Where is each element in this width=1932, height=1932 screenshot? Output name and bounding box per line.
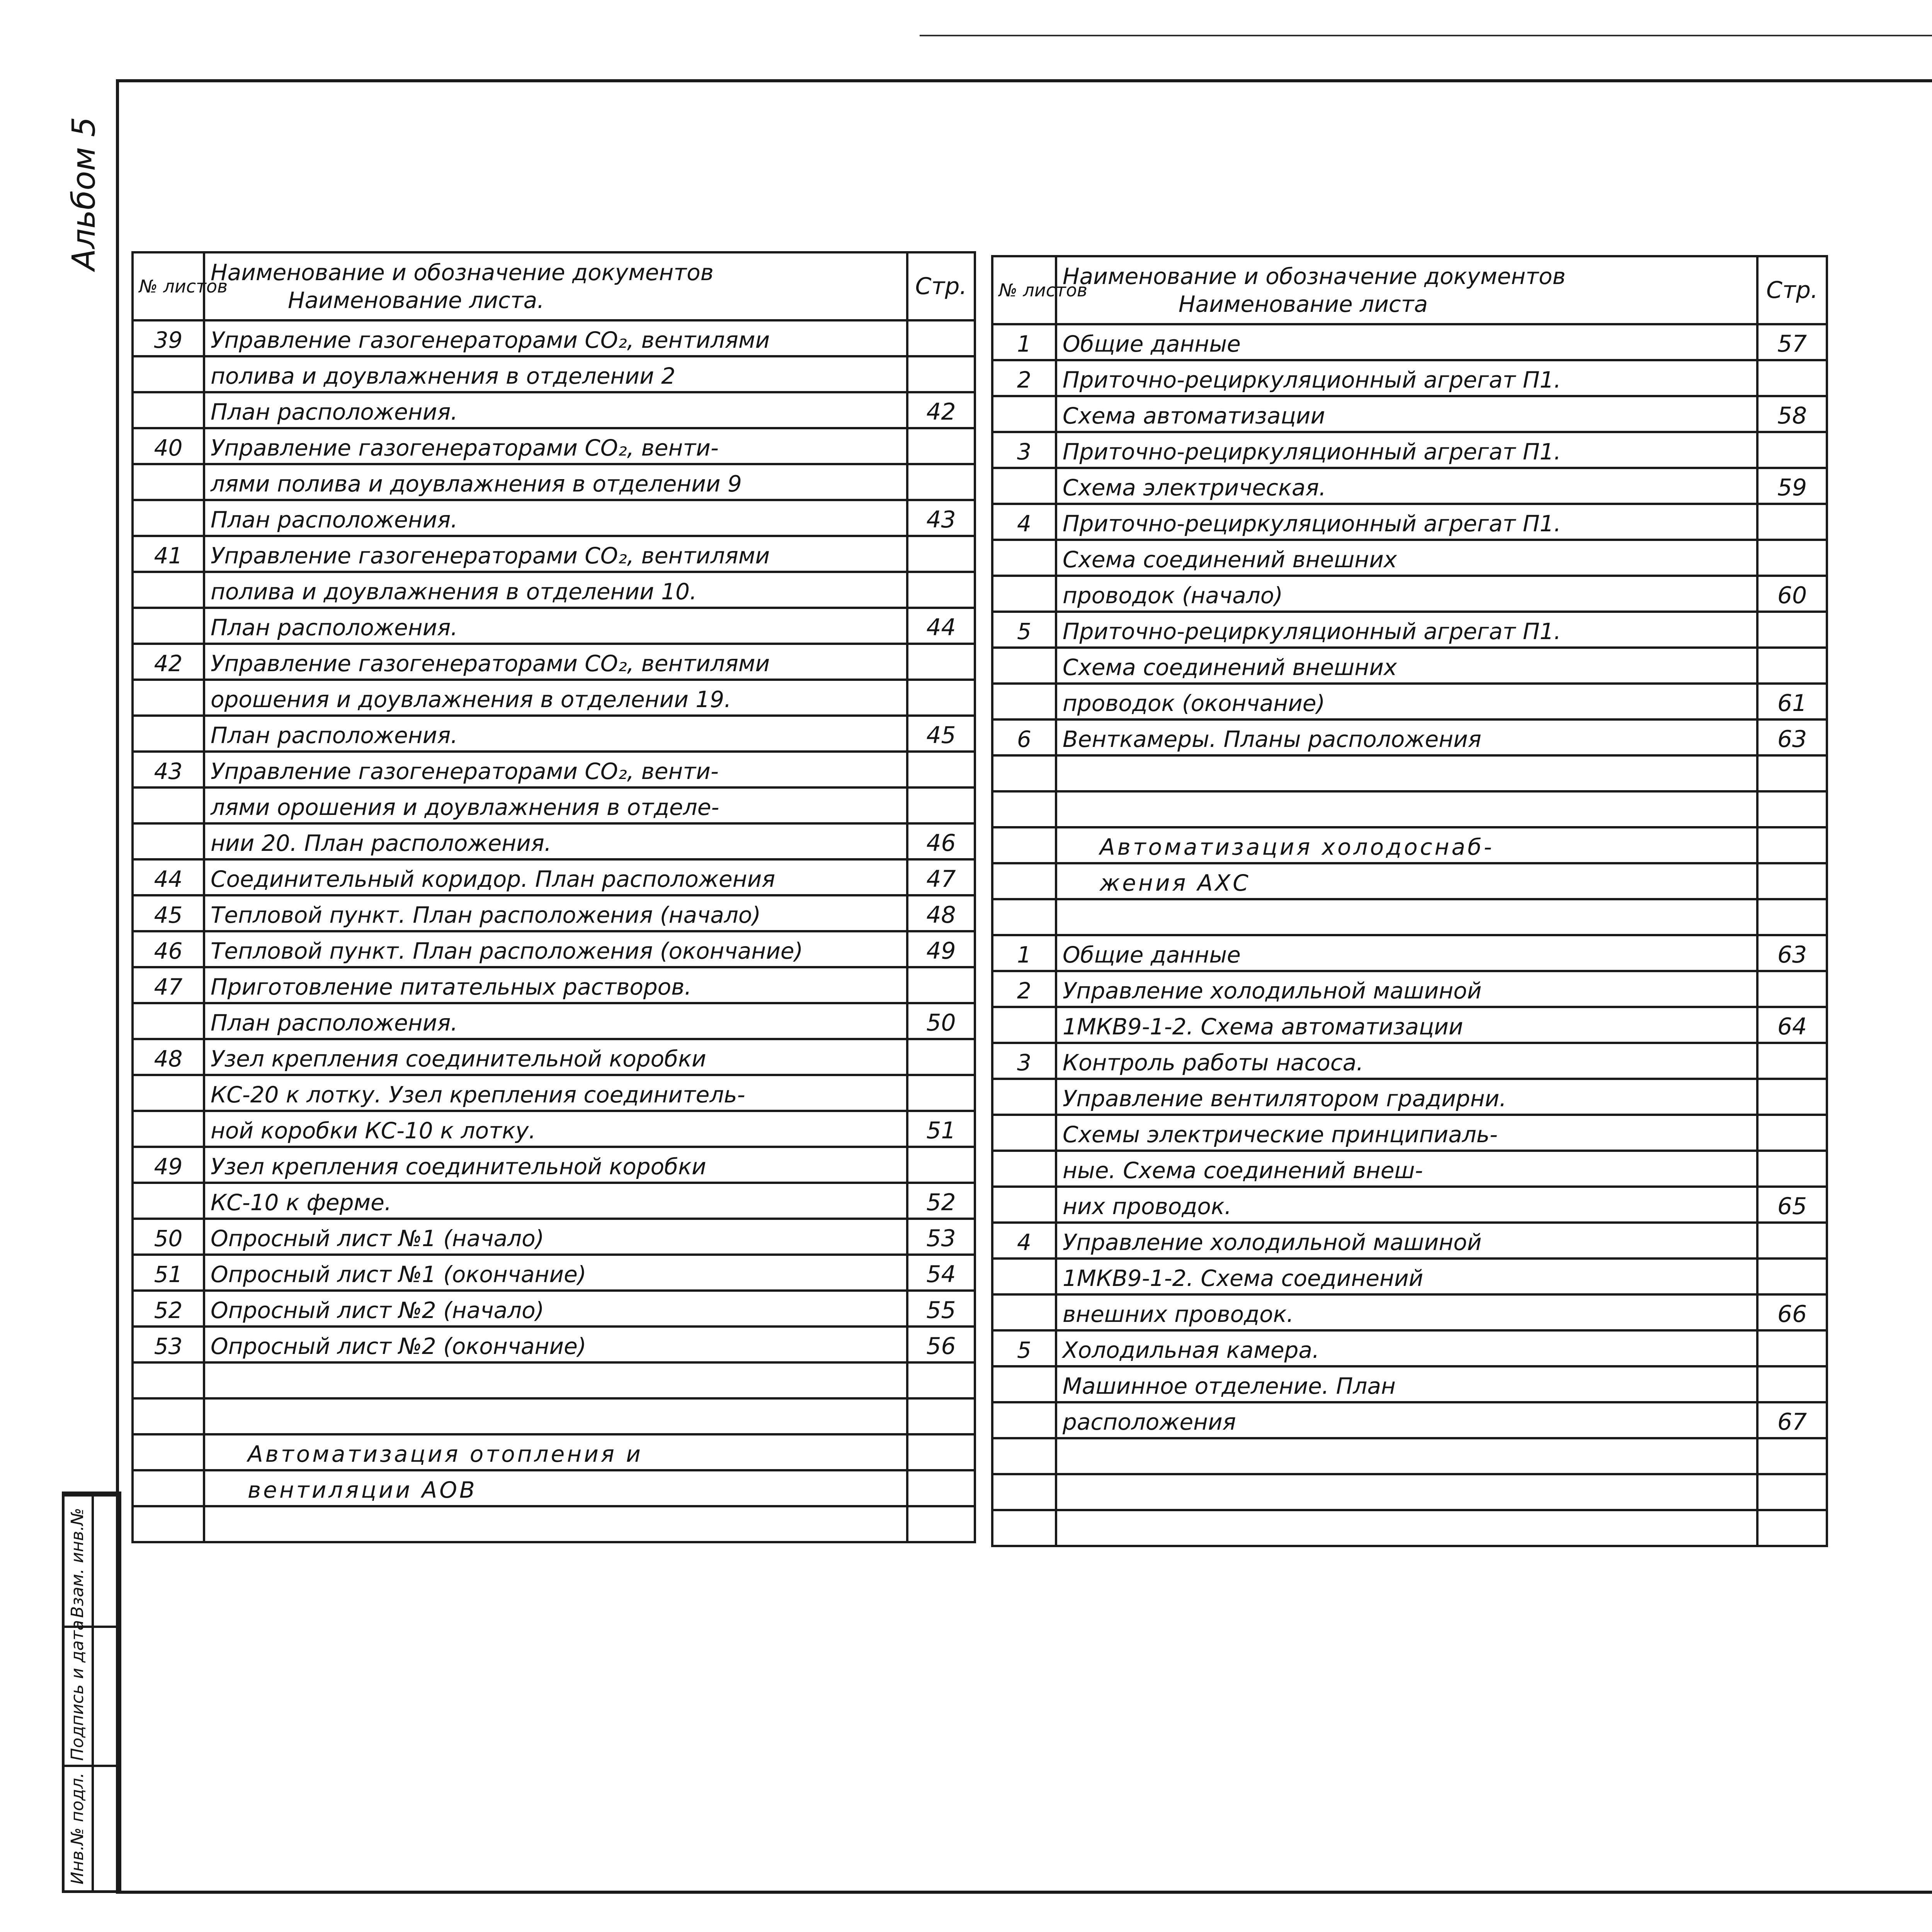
row-page (907, 680, 975, 716)
row-number: 53 (133, 1327, 204, 1362)
row-page: 67 (1757, 1402, 1827, 1438)
row-title: План расположения. (204, 500, 907, 536)
row-number: 51 (133, 1255, 204, 1291)
row-page (907, 536, 975, 572)
register-row (133, 392, 975, 428)
row-title: План расположения. (204, 392, 907, 428)
row-page (1757, 1151, 1827, 1187)
register-row (133, 572, 975, 608)
row-title (204, 1362, 907, 1398)
row-title: Приготовление питательных растворов. (204, 967, 907, 1003)
row-page (1757, 827, 1827, 863)
register-row (992, 1115, 1827, 1151)
row-title (204, 1506, 907, 1542)
register-row (992, 1043, 1827, 1079)
row-page (1757, 360, 1827, 396)
header-name (1056, 256, 1757, 324)
row-title: Управление вентилятором градирни. (1056, 1079, 1757, 1115)
register-row (133, 1219, 975, 1255)
side-stamp-column (62, 1492, 121, 1893)
register-row (133, 1075, 975, 1111)
album-caption: Альбом 5 (66, 117, 102, 270)
row-page: 54 (907, 1255, 975, 1291)
row-number: 5 (992, 612, 1056, 648)
row-page (1757, 1330, 1827, 1366)
row-page: 60 (1757, 576, 1827, 612)
row-title: жения АХС (1056, 863, 1757, 899)
row-number (992, 1259, 1056, 1294)
register-row (992, 935, 1827, 971)
row-page: 61 (1757, 684, 1827, 719)
row-title: КС-20 к лотку. Узел крепления соединитель- (204, 1075, 907, 1111)
row-number (992, 1438, 1056, 1474)
row-number (133, 1470, 204, 1506)
row-number: 43 (133, 752, 204, 787)
register-row (992, 1007, 1827, 1043)
row-page: 63 (1757, 719, 1827, 755)
register-row (133, 787, 975, 823)
row-number: 2 (992, 360, 1056, 396)
row-number (992, 1474, 1056, 1510)
row-title (204, 1398, 907, 1434)
register-table-right (991, 255, 1828, 1547)
row-page (1757, 1438, 1827, 1474)
row-title: Управление холодильной машиной (1056, 1223, 1757, 1259)
row-number (992, 899, 1056, 935)
row-title: Схема электрическая. (1056, 468, 1757, 504)
register-row (133, 464, 975, 500)
row-title: Управление газогенераторами CO₂, венти- (204, 752, 907, 787)
register-row (992, 1330, 1827, 1366)
register-row (992, 863, 1827, 899)
register-row (992, 432, 1827, 468)
row-title: Общие данные (1056, 935, 1757, 971)
register-row (133, 1255, 975, 1291)
row-number (992, 576, 1056, 612)
row-title: лями орошения и доувлажнения в отделе- (204, 787, 907, 823)
register-row (992, 971, 1827, 1007)
register-row (992, 360, 1827, 396)
row-page (907, 787, 975, 823)
row-number (133, 392, 204, 428)
row-page (907, 428, 975, 464)
row-page: 63 (1757, 935, 1827, 971)
register-row (992, 576, 1827, 612)
row-number (133, 572, 204, 608)
register-row (992, 504, 1827, 540)
register-row (133, 967, 975, 1003)
row-title (1056, 899, 1757, 935)
row-page: 51 (907, 1111, 975, 1147)
row-page: 53 (907, 1219, 975, 1255)
row-page: 64 (1757, 1007, 1827, 1043)
row-number (992, 827, 1056, 863)
row-page (907, 967, 975, 1003)
header-name-line2: Наименование листа. (288, 287, 544, 313)
register-row (133, 1434, 975, 1470)
row-page (1757, 1259, 1827, 1294)
register-row (992, 1079, 1827, 1115)
header-page: Стр. (907, 252, 975, 320)
row-title: План расположения. (204, 1003, 907, 1039)
register-row (992, 1294, 1827, 1330)
row-number (133, 1111, 204, 1147)
row-number (992, 1294, 1056, 1330)
row-page (1757, 1223, 1827, 1259)
row-page (1757, 863, 1827, 899)
register-row (992, 1259, 1827, 1294)
row-page (1757, 1043, 1827, 1079)
row-title: Опросный лист №1 (окончание) (204, 1255, 907, 1291)
row-page (907, 1398, 975, 1434)
header-name-line2: Наименование листа (1179, 291, 1428, 317)
row-page (907, 320, 975, 356)
header-num: № листов (133, 252, 204, 320)
row-page: 58 (1757, 396, 1827, 432)
row-number (133, 1003, 204, 1039)
stamp-label-inv-original: Инв.№ подл. (68, 1772, 87, 1884)
row-page (907, 1039, 975, 1075)
row-title: них проводок. (1056, 1187, 1757, 1223)
row-page: 47 (907, 859, 975, 895)
row-title: Соединительный коридор. План расположения (204, 859, 907, 895)
row-page: 55 (907, 1291, 975, 1327)
row-page (907, 464, 975, 500)
row-number (133, 1434, 204, 1470)
register-row (133, 1470, 975, 1506)
row-page: 45 (907, 716, 975, 752)
row-title: Управление газогенераторами CO₂, вентилями (204, 320, 907, 356)
row-title: Тепловой пункт. План расположения (окончание) (204, 931, 907, 967)
row-page: 44 (907, 608, 975, 644)
row-page: 65 (1757, 1187, 1827, 1223)
register-row (133, 1327, 975, 1362)
row-title: расположения (1056, 1402, 1757, 1438)
row-title: Опросный лист №2 (окончание) (204, 1327, 907, 1362)
row-page (1757, 612, 1827, 648)
row-title: Автоматизация холодоснаб- (1056, 827, 1757, 863)
register-row (992, 468, 1827, 504)
row-title: проводок (окончание) (1056, 684, 1757, 719)
row-number: 3 (992, 432, 1056, 468)
row-page: 48 (907, 895, 975, 931)
register-row (133, 716, 975, 752)
row-title: орошения и доувлажнения в отделении 19. (204, 680, 907, 716)
register-row (133, 680, 975, 716)
row-page (1757, 1510, 1827, 1546)
row-page (1757, 971, 1827, 1007)
row-number: 44 (133, 859, 204, 895)
register-row (992, 755, 1827, 791)
row-title: 1МКВ9-1-2. Схема соединений (1056, 1259, 1757, 1294)
row-title (1056, 1510, 1757, 1546)
row-number (992, 684, 1056, 719)
row-title: Контроль работы насоса. (1056, 1043, 1757, 1079)
row-page (907, 1362, 975, 1398)
register-row (133, 356, 975, 392)
row-number (992, 1079, 1056, 1115)
row-page (907, 1147, 975, 1183)
register-header-row (133, 252, 975, 320)
row-title: ной коробки КС-10 к лотку. (204, 1111, 907, 1147)
row-number (133, 716, 204, 752)
register-row (133, 1111, 975, 1147)
row-title: Тепловой пункт. План расположения (начало) (204, 895, 907, 931)
header-name-line1: Наименование и обозначение документов (211, 259, 714, 286)
row-page (1757, 1115, 1827, 1151)
register-row (133, 320, 975, 356)
header-name-line1: Наименование и обозначение документов (1063, 263, 1566, 289)
row-number (133, 1183, 204, 1219)
register-row (133, 1147, 975, 1183)
register-row (992, 1402, 1827, 1438)
row-page (1757, 540, 1827, 576)
register-table-left (131, 251, 976, 1543)
row-number: 40 (133, 428, 204, 464)
row-number (133, 680, 204, 716)
row-title: ные. Схема соединений внеш- (1056, 1151, 1757, 1187)
row-number: 39 (133, 320, 204, 356)
row-title: нии 20. План расположения. (204, 823, 907, 859)
register-row (992, 719, 1827, 755)
row-number (133, 787, 204, 823)
row-number (992, 396, 1056, 432)
row-title: Автоматизация отопления и (204, 1434, 907, 1470)
row-number: 6 (992, 719, 1056, 755)
register-row (992, 540, 1827, 576)
row-title: Венткамеры. Планы расположения (1056, 719, 1757, 755)
register-row (133, 895, 975, 931)
row-title (1056, 755, 1757, 791)
row-number (992, 1366, 1056, 1402)
register-row (992, 612, 1827, 648)
row-number (133, 608, 204, 644)
register-row (133, 823, 975, 859)
register-row (992, 396, 1827, 432)
row-title: Опросный лист №1 (начало) (204, 1219, 907, 1255)
row-page (1757, 432, 1827, 468)
row-page (907, 1470, 975, 1506)
row-page: 46 (907, 823, 975, 859)
register-row (992, 827, 1827, 863)
row-number (133, 356, 204, 392)
row-title: Опросный лист №2 (начало) (204, 1291, 907, 1327)
register-row (133, 500, 975, 536)
row-page (907, 644, 975, 680)
row-number (992, 1115, 1056, 1151)
register-row (992, 1151, 1827, 1187)
row-page (907, 1434, 975, 1470)
row-title: КС-10 к ферме. (204, 1183, 907, 1219)
row-page: 59 (1757, 468, 1827, 504)
row-number (992, 1007, 1056, 1043)
row-title: внешних проводок. (1056, 1294, 1757, 1330)
row-number: 47 (133, 967, 204, 1003)
row-title: лями полива и доувлажнения в отделении 9 (204, 464, 907, 500)
row-number: 50 (133, 1219, 204, 1255)
row-number (992, 1151, 1056, 1187)
row-number: 52 (133, 1291, 204, 1327)
row-title (1056, 791, 1757, 827)
row-number: 42 (133, 644, 204, 680)
row-title: Приточно-рециркуляционный агрегат П1. (1056, 612, 1757, 648)
register-row (992, 899, 1827, 935)
row-number: 41 (133, 536, 204, 572)
row-page: 49 (907, 931, 975, 967)
row-number (133, 464, 204, 500)
row-title: вентиляции АОВ (204, 1470, 907, 1506)
stamp-label-replaced-inv: Взам. инв.№ (68, 1508, 87, 1618)
row-number: 1 (992, 935, 1056, 971)
register-row (992, 1223, 1827, 1259)
row-page: 42 (907, 392, 975, 428)
row-number (992, 863, 1056, 899)
register-row (133, 752, 975, 787)
register-row (133, 608, 975, 644)
row-page: 57 (1757, 324, 1827, 360)
register-row (133, 1039, 975, 1075)
row-title: Управление газогенераторами CO₂, венти- (204, 428, 907, 464)
row-page (1757, 648, 1827, 684)
row-page: 52 (907, 1183, 975, 1219)
row-page (907, 356, 975, 392)
header-num: № листов (992, 256, 1056, 324)
register-row (133, 1362, 975, 1398)
row-title: Схемы электрические принципиаль- (1056, 1115, 1757, 1151)
row-number (992, 1510, 1056, 1546)
row-title: Приточно-рециркуляционный агрегат П1. (1056, 504, 1757, 540)
register-row (133, 1291, 975, 1327)
row-title: Схема автоматизации (1056, 396, 1757, 432)
register-row (992, 1366, 1827, 1402)
register-row (133, 1398, 975, 1434)
row-title: проводок (начало) (1056, 576, 1757, 612)
row-page (1757, 791, 1827, 827)
row-number (992, 468, 1056, 504)
row-page (1757, 504, 1827, 540)
row-page (1757, 1366, 1827, 1402)
row-number (992, 755, 1056, 791)
row-title: Приточно-рециркуляционный агрегат П1. (1056, 432, 1757, 468)
register-row (133, 1506, 975, 1542)
register-row (992, 684, 1827, 719)
row-title: План расположения. (204, 716, 907, 752)
row-number (992, 648, 1056, 684)
row-number (133, 1398, 204, 1434)
register-row (992, 791, 1827, 827)
row-page (907, 752, 975, 787)
row-number: 2 (992, 971, 1056, 1007)
row-title: Схема соединений внешних (1056, 540, 1757, 576)
register-row (992, 1474, 1827, 1510)
register-row (992, 648, 1827, 684)
row-number: 49 (133, 1147, 204, 1183)
row-title: полива и доувлажнения в отделении 2 (204, 356, 907, 392)
row-number: 45 (133, 895, 204, 931)
row-page: 56 (907, 1327, 975, 1362)
row-number: 4 (992, 504, 1056, 540)
row-title: План расположения. (204, 608, 907, 644)
row-page (907, 1506, 975, 1542)
row-number (133, 1362, 204, 1398)
row-page (1757, 755, 1827, 791)
row-number (133, 500, 204, 536)
row-number (133, 823, 204, 859)
row-page (1757, 899, 1827, 935)
top-rule (920, 35, 1932, 36)
row-number: 4 (992, 1223, 1056, 1259)
row-title: Узел крепления соединительной коробки (204, 1147, 907, 1183)
register-row (133, 536, 975, 572)
row-page (907, 1075, 975, 1111)
row-page (1757, 1474, 1827, 1510)
register-row (992, 1438, 1827, 1474)
header-page: Стр. (1757, 256, 1827, 324)
register-row (992, 324, 1827, 360)
register-row (992, 1510, 1827, 1546)
row-number (992, 540, 1056, 576)
row-title: Управление холодильной машиной (1056, 971, 1757, 1007)
row-number: 1 (992, 324, 1056, 360)
register-header-row (992, 256, 1827, 324)
row-number: 5 (992, 1330, 1056, 1366)
register-row (133, 859, 975, 895)
header-name (204, 252, 907, 320)
register-row (133, 644, 975, 680)
row-title: Узел крепления соединительной коробки (204, 1039, 907, 1075)
register-row (133, 931, 975, 967)
row-title: 1МКВ9-1-2. Схема автоматизации (1056, 1007, 1757, 1043)
register-row (133, 1183, 975, 1219)
row-title: Машинное отделение. План (1056, 1366, 1757, 1402)
row-page: 66 (1757, 1294, 1827, 1330)
row-page (907, 572, 975, 608)
row-title: полива и доувлажнения в отделении 10. (204, 572, 907, 608)
row-number: 46 (133, 931, 204, 967)
row-title: Приточно-рециркуляционный агрегат П1. (1056, 360, 1757, 396)
row-page: 43 (907, 500, 975, 536)
row-number (992, 1402, 1056, 1438)
register-row (992, 1187, 1827, 1223)
row-page: 50 (907, 1003, 975, 1039)
row-number (133, 1075, 204, 1111)
row-number (133, 1506, 204, 1542)
row-number (992, 791, 1056, 827)
row-title (1056, 1474, 1757, 1510)
stamp-label-signature-date: Подпись и дата (68, 1620, 87, 1761)
row-number: 48 (133, 1039, 204, 1075)
row-title: Схема соединений внешних (1056, 648, 1757, 684)
row-page (1757, 1079, 1827, 1115)
row-title: Управление газогенераторами CO₂, вентилями (204, 536, 907, 572)
row-title: Холодильная камера. (1056, 1330, 1757, 1366)
row-title (1056, 1438, 1757, 1474)
register-row (133, 1003, 975, 1039)
register-row (133, 428, 975, 464)
row-number: 3 (992, 1043, 1056, 1079)
row-number (992, 1187, 1056, 1223)
row-title: Общие данные (1056, 324, 1757, 360)
row-title: Управление газогенераторами CO₂, вентилями (204, 644, 907, 680)
